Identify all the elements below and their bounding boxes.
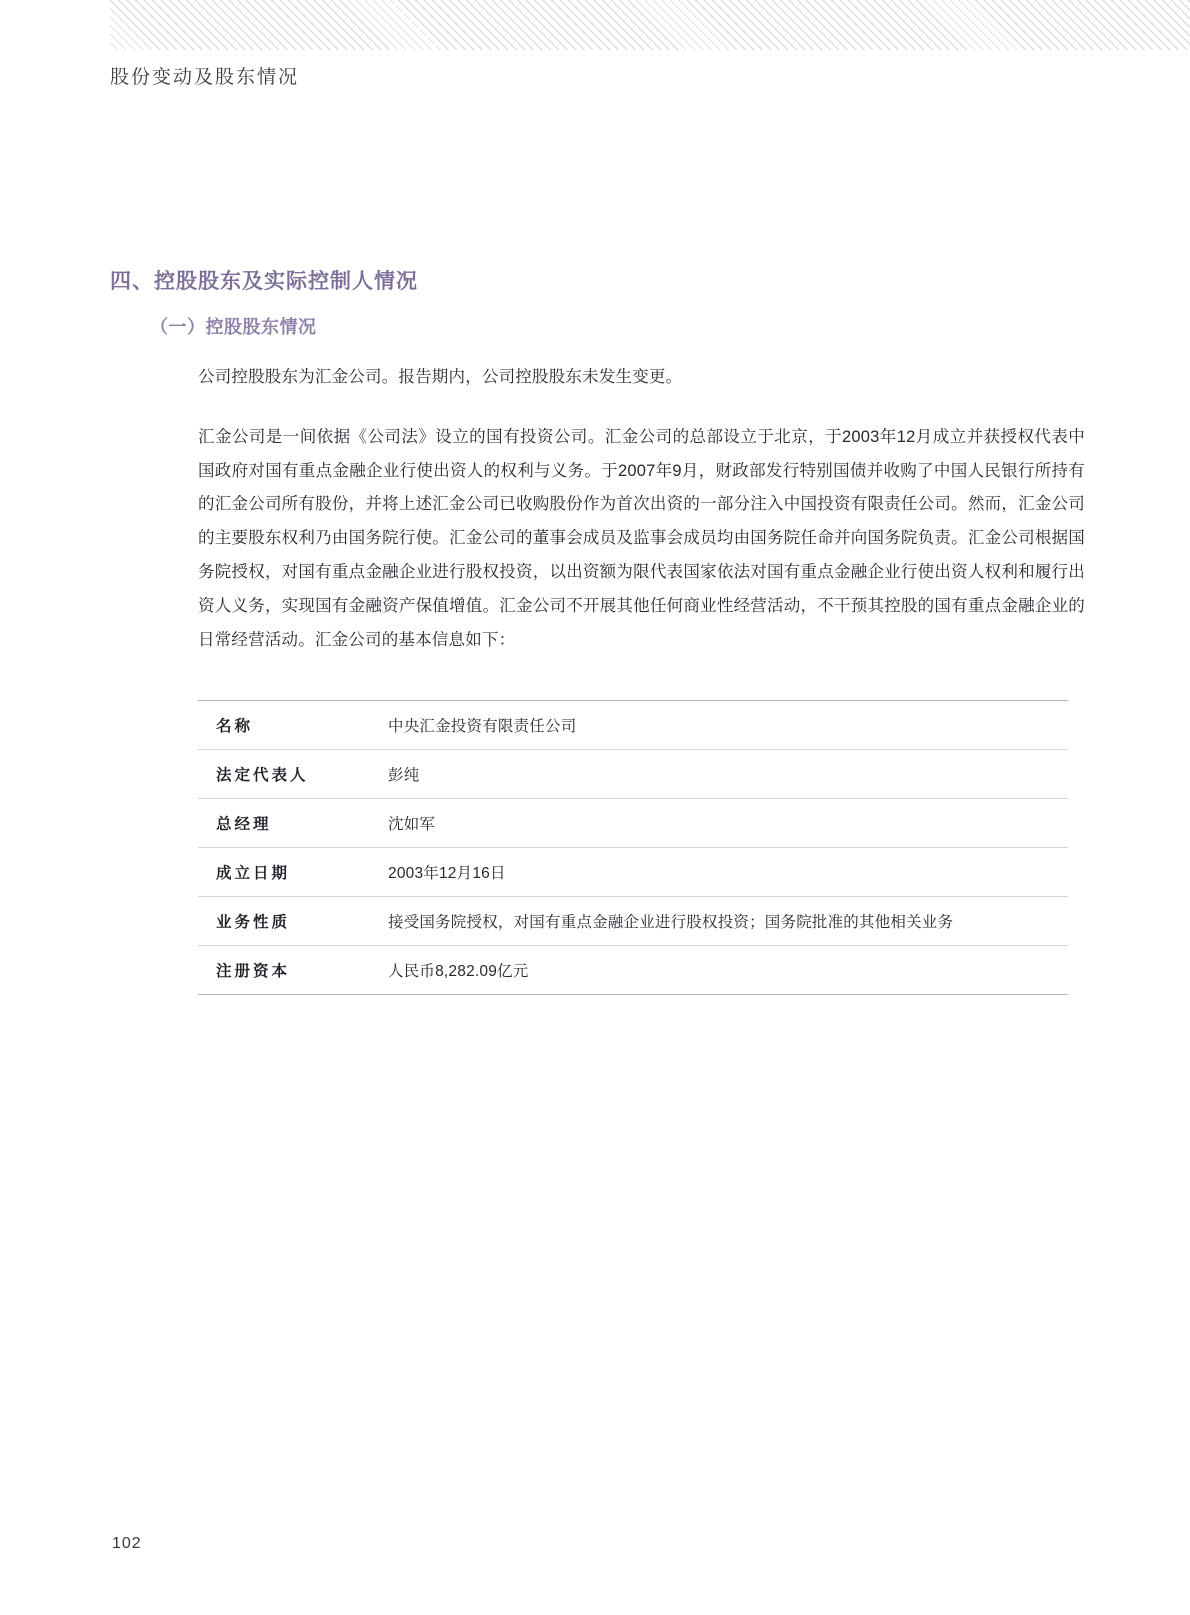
table-row <box>198 945 1068 994</box>
table-row-label: 总经理 <box>216 815 272 833</box>
table-row-label: 业务性质 <box>216 913 291 931</box>
table-row <box>198 896 1068 945</box>
table-row <box>198 700 1068 749</box>
subsection-title: （一）控股股东情况 <box>150 317 317 337</box>
table-row-value: 中央汇金投资有限责任公司 <box>388 717 577 735</box>
table-row-label: 成立日期 <box>216 864 291 882</box>
running-head: 股份变动及股东情况 <box>110 66 300 88</box>
page-content <box>110 265 1085 995</box>
table-row-label: 名称 <box>216 717 254 735</box>
page-title: 四、控股股东及实际控制人情况 <box>110 270 418 293</box>
table-row-value: 2003年12月16日 <box>388 864 506 882</box>
paragraph-1: 公司控股股东为汇金公司。报告期内，公司控股股东未发生变更。 <box>198 368 683 386</box>
company-info-table <box>198 700 1068 995</box>
decorative-hatch-band <box>110 0 1190 51</box>
page-number: 102 <box>112 1535 142 1552</box>
table-row <box>198 847 1068 896</box>
table-row-label: 注册资本 <box>216 962 291 980</box>
table-row-value: 人民币8,282.09亿元 <box>388 962 529 980</box>
table-row-value: 接受国务院授权，对国有重点金融企业进行股权投资；国务院批准的其他相关业务 <box>388 913 954 931</box>
table-row-value: 彭纯 <box>388 766 420 784</box>
table-row <box>198 798 1068 847</box>
paragraph-2: 汇金公司是一间依据《公司法》设立的国有投资公司。汇金公司的总部设立于北京，于2003年12月成立并获授权代表中国政府对国有重点金融企业行使出资人的权利与义务。于2007年9月，财政部发行特别国债并收购了中国人民银行所持有的汇金公司所有股份，并将上述汇金公司已收购股份作为首次出资的一部分注入中国投资有限责任公司。然而，汇金公司的主要股东权利乃由国务院行使。汇金公司的董事会成员及监事会成员均由国务院任命并向国务院负责。汇金公司根据国务院授权，对国有重点金融企业进行股权投资，以出资额为限代表国家依法对国有重点金融企业行使出资人权利和履行出资人义务，实现国有金融资产保值增值。汇金公司不开展其他任何商业性经营活动，不干预其控股的国有重点金融企业的日常经营活动。汇金公司的基本信息如下： <box>198 427 1085 649</box>
company-info-table-wrapper <box>198 700 1068 995</box>
table-row-label: 法定代表人 <box>216 766 309 784</box>
table-row-value: 沈如军 <box>388 815 436 833</box>
table-row <box>198 749 1068 798</box>
